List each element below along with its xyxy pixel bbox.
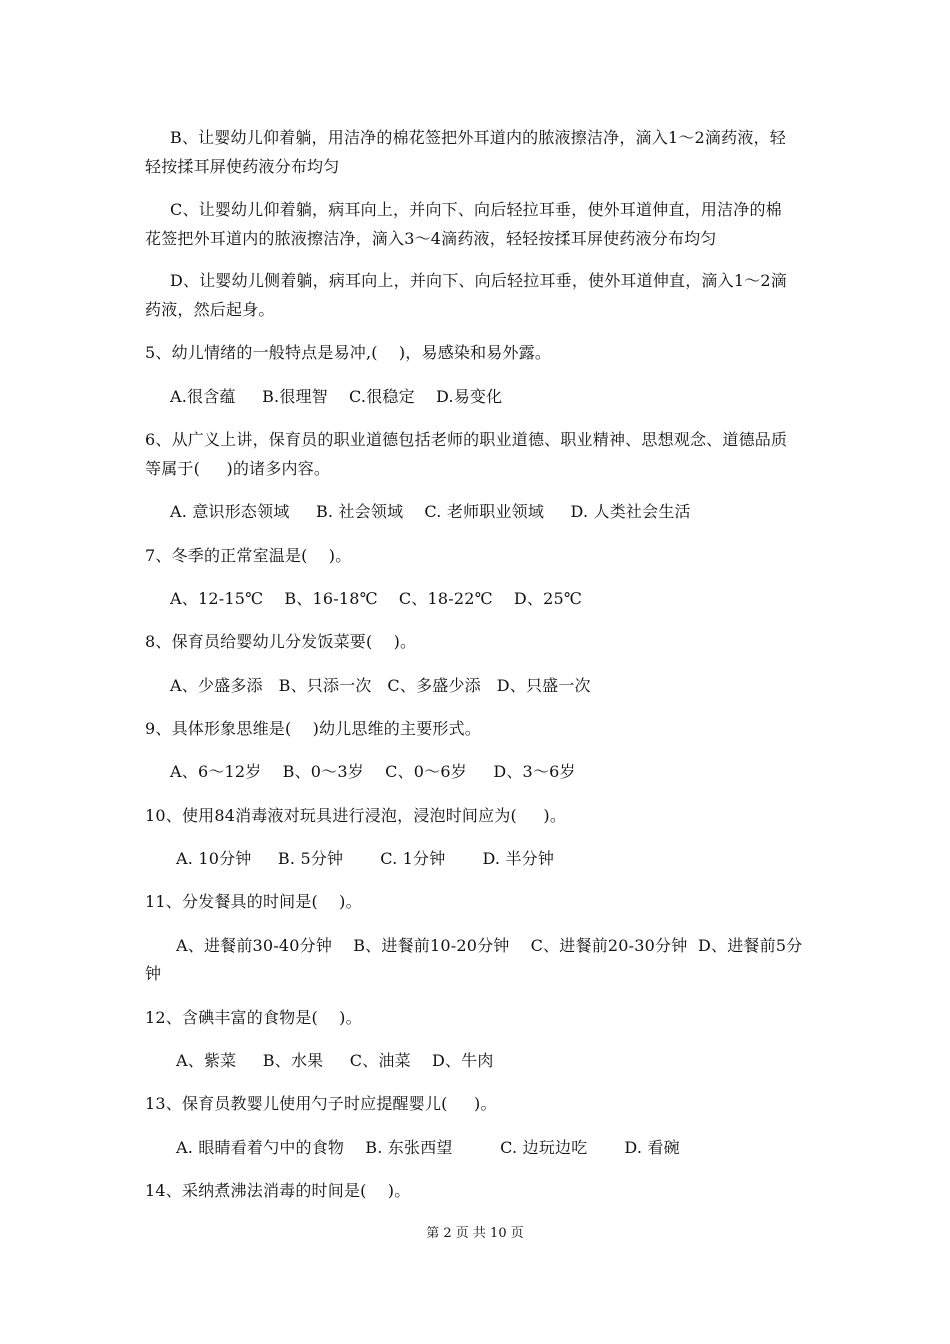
question-6-options: A. 意识形态领域 B. 社会领域 C. 老师职业领域 D. 人类社会生活: [170, 502, 691, 521]
question-7-options: A、12-15℃ B、16-18℃ C、18-22℃ D、25℃: [170, 589, 582, 608]
question-8: 8、保育员给婴幼儿分发饭菜要( )。: [145, 632, 417, 651]
option-b-line-1: B、让婴幼儿仰着躺，用洁净的棉花签把外耳道内的脓液擦洁净，滴入1～2滴药液，轻: [170, 128, 786, 147]
option-b-line-2: 轻按揉耳屏使药液分布均匀: [145, 157, 340, 176]
question-12: 12、含碘丰富的食物是( )。: [145, 1008, 362, 1027]
question-11-options-line-1: A、进餐前30-40分钟 B、进餐前10-20分钟 C、进餐前20-30分钟 D、进餐前5分: [176, 936, 803, 955]
question-9-options: A、6～12岁 B、0～3岁 C、0～6岁 D、3～6岁: [170, 762, 576, 781]
question-6-line-1: 6、从广义上讲，保育员的职业道德包括老师的职业道德、职业精神、思想观念、道德品质: [145, 430, 788, 449]
option-c-line-2: 花签把外耳道内的脓液擦洁净，滴入3～4滴药液，轻轻按揉耳屏使药液分布均匀: [145, 229, 717, 248]
question-6-line-2: 等属于( )的诸多内容。: [145, 459, 331, 478]
question-14: 14、采纳煮沸法消毒的时间是( )。: [145, 1181, 411, 1200]
question-10-options: A. 10分钟 B. 5分钟 C. 1分钟 D. 半分钟: [176, 849, 555, 868]
option-d-line-2: 药液，然后起身。: [145, 300, 275, 319]
question-9: 9、具体形象思维是( )幼儿思维的主要形式。: [145, 719, 482, 738]
question-12-options: A、紫菜 B、水果 C、油菜 D、牛肉: [176, 1051, 494, 1070]
question-8-options: A、少盛多添 B、只添一次 C、多盛少添 D、只盛一次: [170, 676, 591, 695]
question-10: 10、使用84消毒液对玩具进行浸泡，浸泡时间应为( )。: [145, 806, 567, 825]
question-13: 13、保育员教婴儿使用勺子时应提醒婴儿( )。: [145, 1094, 497, 1113]
question-13-options: A. 眼睛看着勺中的食物 B. 东张西望 C. 边玩边吃 D. 看碗: [176, 1138, 680, 1157]
question-7: 7、冬季的正常室温是( )。: [145, 546, 352, 565]
option-d-line-1: D、让婴幼儿侧着躺，病耳向上，并向下、向后轻拉耳垂，使外耳道伸直，滴入1～2滴: [170, 271, 787, 290]
question-5: 5、幼儿情绪的一般特点是易冲,( )，易感染和易外露。: [145, 343, 552, 362]
question-5-options: A.很含蕴 B.很理智 C.很稳定 D.易变化: [170, 387, 503, 406]
question-11: 11、分发餐具的时间是( )。: [145, 892, 362, 911]
page-footer: 第 2 页 共 10 页: [426, 1226, 524, 1241]
option-c-line-1: C、让婴幼儿仰着躺，病耳向上，并向下、向后轻拉耳垂，使外耳道伸直，用洁净的棉: [170, 200, 782, 219]
question-11-options-line-2: 钟: [145, 964, 162, 983]
